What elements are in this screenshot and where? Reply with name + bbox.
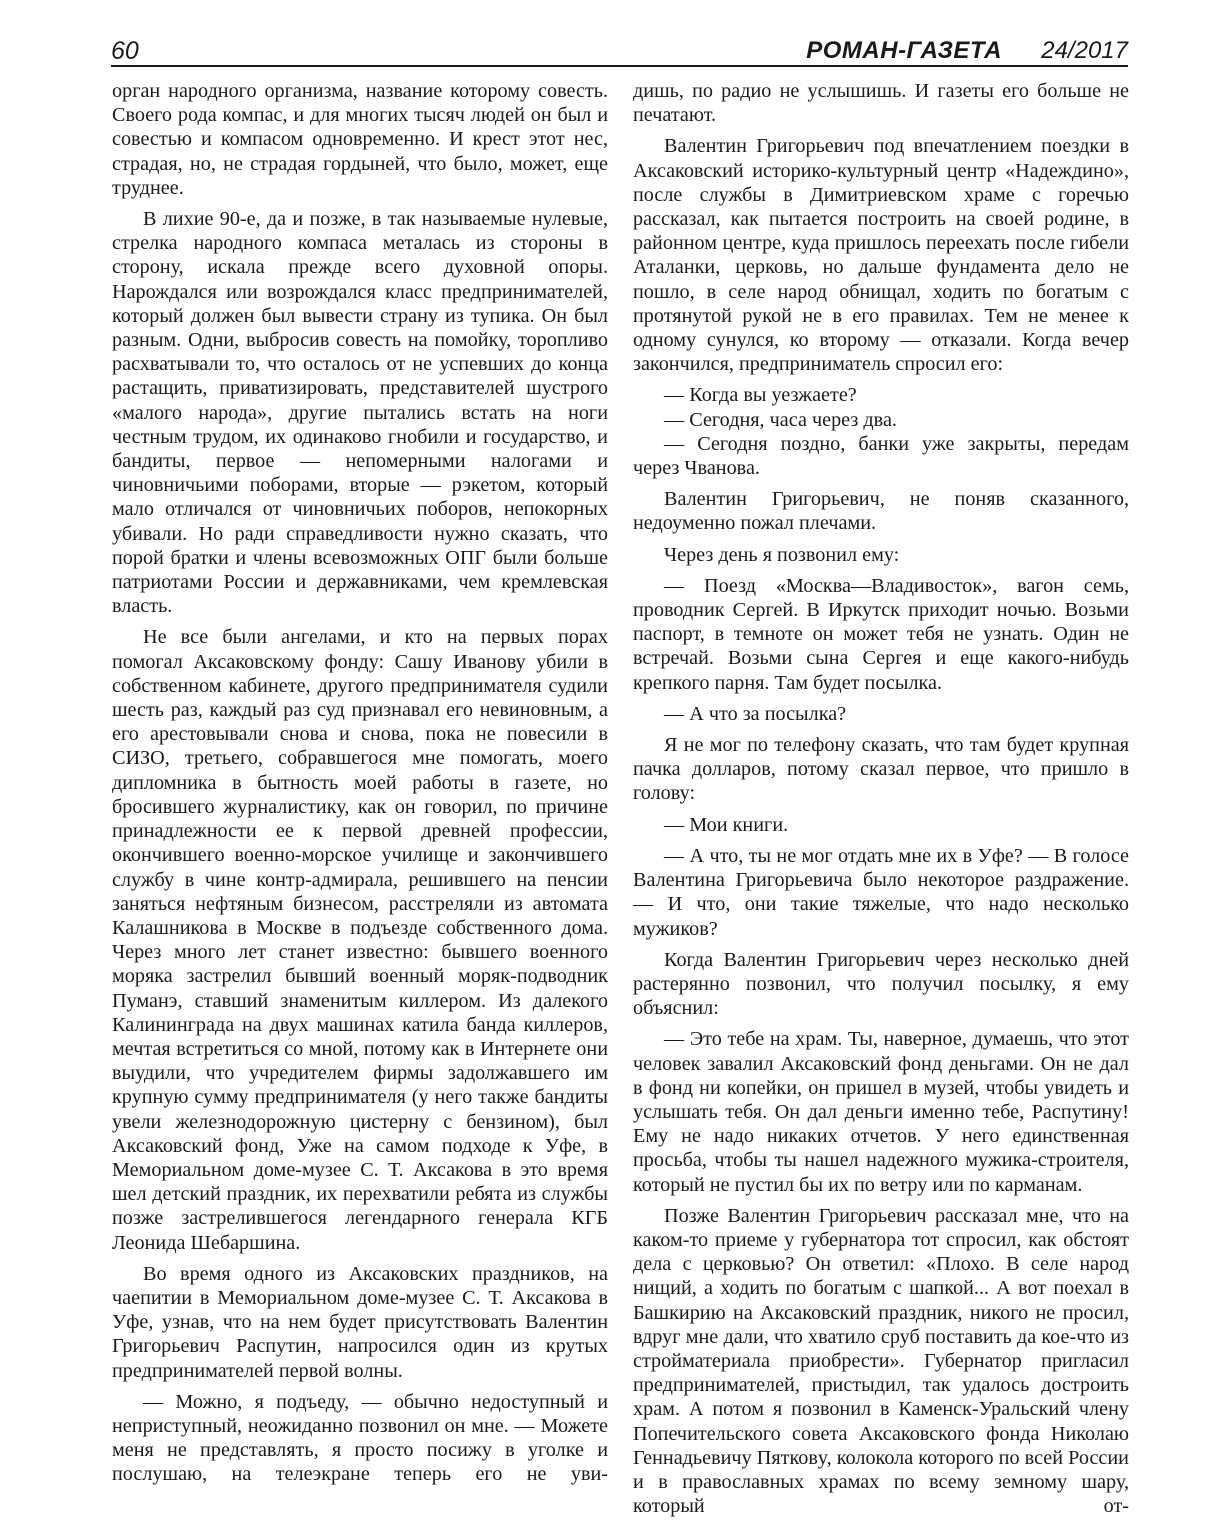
page-number: 60 — [111, 37, 139, 65]
dialogue-line: — Сегодня поздно, банки уже закрыты, передам через Чванова. — [633, 432, 1129, 480]
paragraph: дишь, по радио не услышишь. И газеты его больше не печатают. — [633, 80, 1129, 127]
page-header — [111, 36, 1128, 70]
paragraph: Валентин Григорьевич, не поняв сказанного, недоуменно пожал плечами. — [633, 488, 1129, 535]
publication-title: РОМАН-ГАЗЕТА — [806, 37, 1002, 64]
paragraph: Валентин Григорьевич под впечатлением поездки в Аксаковский историко-культурный центр «Надеждино», после службы в Димитриевском храме с горечью рассказал, как пытается построить на своей родине, в районном центре, куда пришлось переехать после гибели Аталанки, церковь, но дальше фундамента дело не пошло, в селе народ обнищал, ходить по богатым с протянутой рукой не в его правилах. Тем не менее к одному сунулся, ко второму — отказали. Когда вечер закончился, предприниматель спросил его: — [633, 135, 1129, 376]
paragraph: Во время одного из Аксаковских праздников, на чаепитии в Мемориальном доме-музее С. Т. Аксакова в Уфе, узнав, что на нем будет присутствовать Валентин Григорьевич Распутин, напросился один из крутых предпринимателей первой волны. — [112, 1262, 608, 1382]
paragraph: Через день я позвонил ему: — [664, 543, 900, 566]
paragraph: Я не мог по телефону сказать, что там будет крупная пачка долларов, потому сказал первое, что пришло в голову: — [633, 734, 1129, 805]
dialogue-line: — Когда вы уезжаете? — [664, 384, 857, 407]
paragraph: орган народного организма, название которому совесть. Своего рода компас, и для многих тысяч людей он был и совестью и компасом одновременно. И крест этот нес, страдая, но, не страдая гордыней, что было, может, еще труднее. — [112, 80, 608, 199]
dialogue-line: — А что, ты не мог отдать мне их в Уфе? — В голосе Валентина Григорьевича было некоторое раздражение. — И что, они такие тяжелые, что надо несколько мужиков? — [633, 844, 1129, 940]
dialogue-line: — Это тебе на храм. Ты, наверное, думаешь, что этот человек завалил Аксаковский фонд деньгами. Он не дал в фонд ни копейки, он пришел в музей, чтобы увидеть и услышать тебя. Он дал деньги именно тебе, Распутину! Ему не надо никаких отчетов. У него единственная просьба, чтобы ты нашел надежного мужика-строителя, который не пустил бы их по ветру или по карманам. — [633, 1028, 1129, 1196]
paragraph: — Можно, я подъеду, — обычно недоступный и неприступный, неожиданно позвонил он мне. — Можете меня не представлять, я просто посижу в уголке и послушаю, на телеэкране теперь его не уви- — [112, 1390, 608, 1486]
dialogue-line: — Сегодня, часа через два. — [664, 408, 897, 431]
paragraph: Позже Валентин Григорьевич рассказал мне, что на каком-то приеме у губернатора тот спросил, как обстоят дела с церковью? Он ответил: «Плохо. В селе народ нищий, а ходить по богатым с шапкой... А вот поехал в Башкирию на Аксаковский праздник, никого не просил, вдруг мне дали, что хватило сруб поставить да кое-что из стройматериала приобрести». Губернатор пригласил предпринимателей, пристыдил, так удалось достроить храм. А потом я позвонил в Каменск-Уральский члену Попечительского совета Аксаковского фонда Николаю Геннадьевичу Пятковy, колокола которого по всей России и в православных храмах по всему земному шару, который от- — [633, 1204, 1129, 1518]
issue-number: 24/2017 — [1041, 37, 1128, 64]
header-rule — [111, 65, 1128, 67]
paragraph: Не все были ангелами, и кто на первых порах помогал Аксаковскому фонду: Сашу Иванову убили в собственном кабинете, другого предпринимателя судили шесть раз, каждый раз суд признавал его невиновным, а его арестовывали снова и снова, пока не повесили в СИЗО, третьего, собравшегося мне помогать, моего дипломника в бытность моей работы в газете, но бросившего журналистику, как он говорил, по причине принадлежности ее к первой древней профессии, окончившего военно-морское училище и закончившего службу в чине контр-адмирала, решившего на пенсии заняться нефтяным бизнесом, расстреляли из автомата Калашникова в Москве в подъезде собственного дома. Через много лет станет известно: бывшего военного моряка застрелил бывший военный моряк-подводник Пуманэ, ставший знаменитым киллером. Из далекого Калининграда на двух машинах катила банда киллеров, мечтая встретиться со мной, потому как в Интернете они выудили, что учредителем фирмы задолжавшего им крупную сумму предпринимателя (у него также бандиты увели железнодорожную цистерну с бензином), был Аксаковский фонд, Уже на самом подходе к Уфе, в Мемориальном доме-музее С. Т. Аксакова в это время шел детский праздник, их перехватили ребята из службы позже застрелившегося легендарного генерала КГБ Леонида Шебаршина. — [112, 626, 608, 1254]
right-column — [633, 79, 1129, 1518]
dialogue-line: — Мои книги. — [664, 813, 789, 836]
paragraph: Когда Валентин Григорьевич через несколько дней растерянно позвонил, что получил посылку, я ему объяснил: — [633, 948, 1129, 1020]
dialogue-line: — А что за посылка? — [664, 702, 847, 725]
paragraph: В лихие 90-е, да и позже, в так называемые нулевые, стрелка народного компаса металась из стороны в сторону, искала прежде всего духовной опоры. Нарождался или возрождался класс предпринимателей, который должен был вывести страну из тупика. Он был разным. Одни, выбросив совесть на помойку, торопливо расхватывали то, что осталось от не успевших до конца растащить, приватизировать, представителей шустрого «малого народа», другие пытались встать на ноги честным трудом, их одинаково гнобили и государство, и бандиты, первое — непомерными налогами и чиновничьими поборами, вторые — рэкетом, который мало отличался от чиновничьих поборов, непокорных убивали. Но ради справедливости нужно сказать, что порой братки и члены всевозможных ОПГ были больше патриотами России и державниками, чем кремлевская власть. — [112, 208, 608, 618]
left-column — [112, 79, 608, 1487]
dialogue-line: — Поезд «Москва—Владивосток», вагон семь, проводник Сергей. В Иркутск приходит ночью. Возьми паспорт, в темноте он может тебя не узнать. Один не встречай. Возьми сына Сергея и еще какого-нибудь крепкого парня. Там будет посылка. — [633, 574, 1129, 694]
